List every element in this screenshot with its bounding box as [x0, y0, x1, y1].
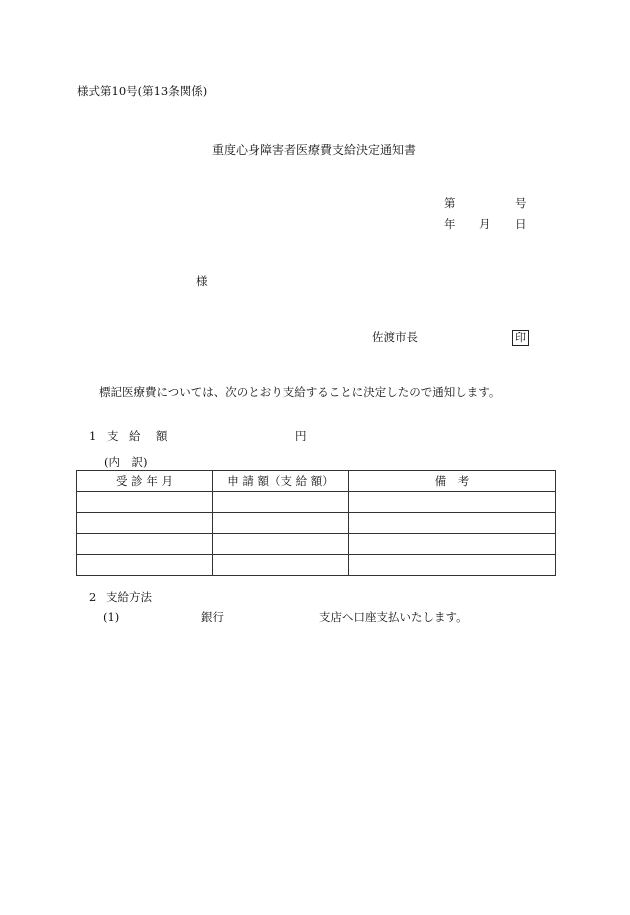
- issuer-name: 佐渡市長: [372, 330, 418, 344]
- recipient-honorific: 様: [196, 274, 208, 288]
- table-cell: [349, 492, 556, 513]
- table-cell: [77, 492, 213, 513]
- doc-number-go: 号: [515, 196, 527, 210]
- header-remarks: 備 考: [349, 471, 556, 492]
- date-day: 日: [515, 217, 527, 231]
- table-header-row: [77, 471, 556, 492]
- seal-stamp: [512, 330, 529, 346]
- section1-number: 1: [89, 429, 97, 443]
- section1-label-char-1: 支: [107, 429, 119, 443]
- form-number: 様式第10号(第13条関係): [77, 84, 208, 98]
- table-cell: [213, 513, 349, 534]
- breakdown-table: [76, 470, 556, 576]
- bank-label: 銀行: [201, 610, 224, 624]
- section1-label-char-3: 額: [156, 429, 168, 443]
- header-claim-amount: 申 請 額（支 給 額）: [213, 471, 349, 492]
- document-title: 重度心身障害者医療費支給決定通知書: [212, 143, 417, 157]
- table-cell: [77, 555, 213, 576]
- header-visit-month: 受 診 年 月: [77, 471, 213, 492]
- date-year: 年: [444, 217, 456, 231]
- table-cell: [77, 534, 213, 555]
- doc-number-dai: 第: [444, 196, 456, 210]
- table-cell: [77, 513, 213, 534]
- table-row: [77, 555, 556, 576]
- section1-label-char-2: 給: [129, 429, 141, 443]
- breakdown-label: (内 訳): [104, 455, 148, 469]
- table-cell: [213, 555, 349, 576]
- date-month: 月: [479, 217, 491, 231]
- table-row: [77, 534, 556, 555]
- table-cell: [349, 534, 556, 555]
- section2-number: 2: [89, 590, 97, 604]
- body-text: 標記医療費については、次のとおり支給することに決定したので通知します。: [99, 385, 501, 399]
- table-cell: [349, 513, 556, 534]
- table-cell: [213, 492, 349, 513]
- section1-unit: 円: [295, 429, 307, 443]
- table-row: [77, 492, 556, 513]
- seal-label: 印: [512, 330, 529, 346]
- table-cell: [349, 555, 556, 576]
- table-row: [77, 513, 556, 534]
- section2-item-number: (1): [103, 610, 120, 624]
- table-cell: [213, 534, 349, 555]
- branch-text: 支店へ口座支払いたします。: [319, 610, 468, 624]
- section2-label: 支給方法: [106, 590, 152, 604]
